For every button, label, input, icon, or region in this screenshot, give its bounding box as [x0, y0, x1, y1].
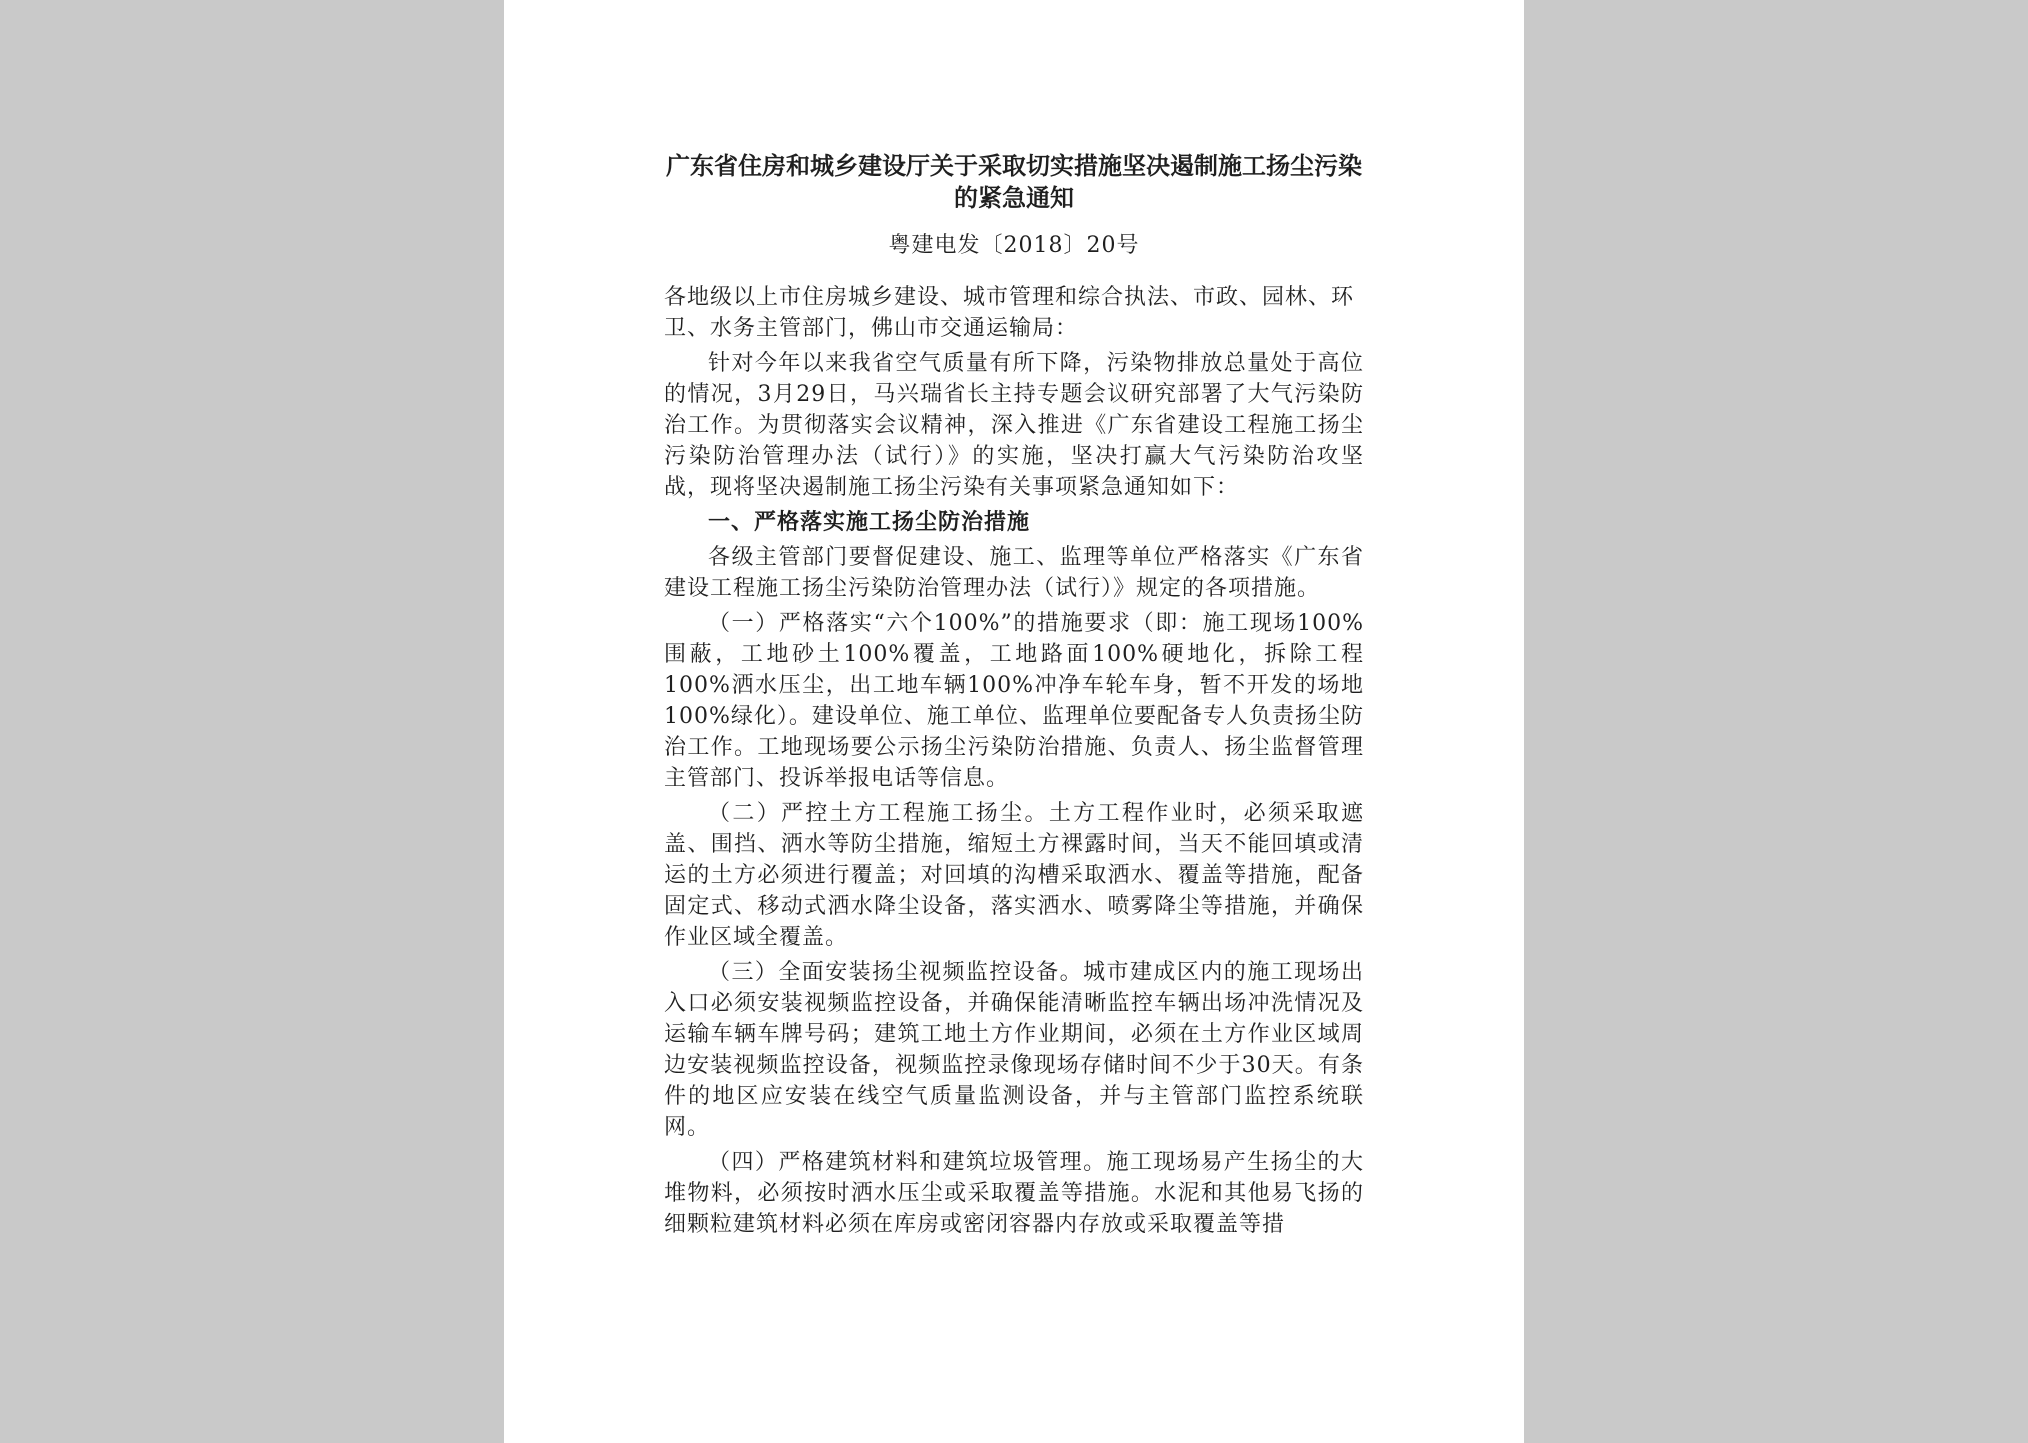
item3-paragraph: （三）全面安装扬尘视频监控设备。城市建成区内的施工现场出入口必须安装视频监控设备，并确保能清晰监控车辆出场冲洗情况及运输车辆车牌号码；建筑工地土方作业期间，必须在土方作业区域周边安装视频监控设备，视频监控录像现场存储时间不少于30天。有条件的地区应安装在线空气质量监测设备，并与主管部门监控系统联网。	[664, 960, 1364, 1140]
document-number: 粤建电发〔2018〕20号	[888, 233, 1140, 258]
document-content	[664, 150, 1364, 1244]
salutation: 各地级以上市住房城乡建设、城市管理和综合执法、市政、园林、环卫、水务主管部门，佛山市交通运输局：	[664, 285, 1355, 341]
item2-paragraph: （二）严控土方工程施工扬尘。土方工程作业时，必须采取遮盖、围挡、洒水等防尘措施，缩短土方裸露时间，当天不能回填或清运的土方必须进行覆盖；对回填的沟槽采取洒水、覆盖等措施，配备固定式、移动式洒水降尘设备，落实洒水、喷雾降尘等措施，并确保作业区域全覆盖。	[664, 801, 1364, 950]
document-page	[504, 0, 1524, 1443]
section1-body: 各级主管部门要督促建设、施工、监理等单位严格落实《广东省建设工程施工扬尘污染防治管理办法（试行）》规定的各项措施。	[664, 545, 1364, 601]
document-title-line1: 广东省住房和城乡建设厅关于采取切实措施坚决遏制施工扬尘污染	[666, 151, 1362, 180]
section1-heading: 一、严格落实施工扬尘防治措施	[708, 509, 1031, 535]
intro-paragraph: 针对今年以来我省空气质量有所下降，污染物排放总量处于高位的情况，3月29日，马兴瑞省长主持专题会议研究部署了大气污染防治工作。为贯彻落实会议精神，深入推进《广东省建设工程施工扬尘污染防治管理办法（试行）》的实施，坚决打赢大气污染防治攻坚战，现将坚决遏制施工扬尘污染有关事项紧急通知如下：	[664, 351, 1364, 500]
document-title-line2: 的紧急通知	[954, 183, 1074, 212]
item4-paragraph: （四）严格建筑材料和建筑垃圾管理。施工现场易产生扬尘的大堆物料，必须按时洒水压尘或采取覆盖等措施。水泥和其他易飞扬的细颗粒建筑材料必须在库房或密闭容器内存放或采取覆盖等措	[664, 1150, 1364, 1237]
item1-paragraph: （一）严格落实“六个100%”的措施要求（即：施工现场100%围蔽，工地砂土100%覆盖，工地路面100%硬地化，拆除工程100%洒水压尘，出工地车辆100%冲净车轮车身，暂不开发的场地100%绿化）。建设单位、施工单位、监理单位要配备专人负责扬尘防治工作。工地现场要公示扬尘污染防治措施、负责人、扬尘监督管理主管部门、投诉举报电话等信息。	[664, 611, 1364, 791]
